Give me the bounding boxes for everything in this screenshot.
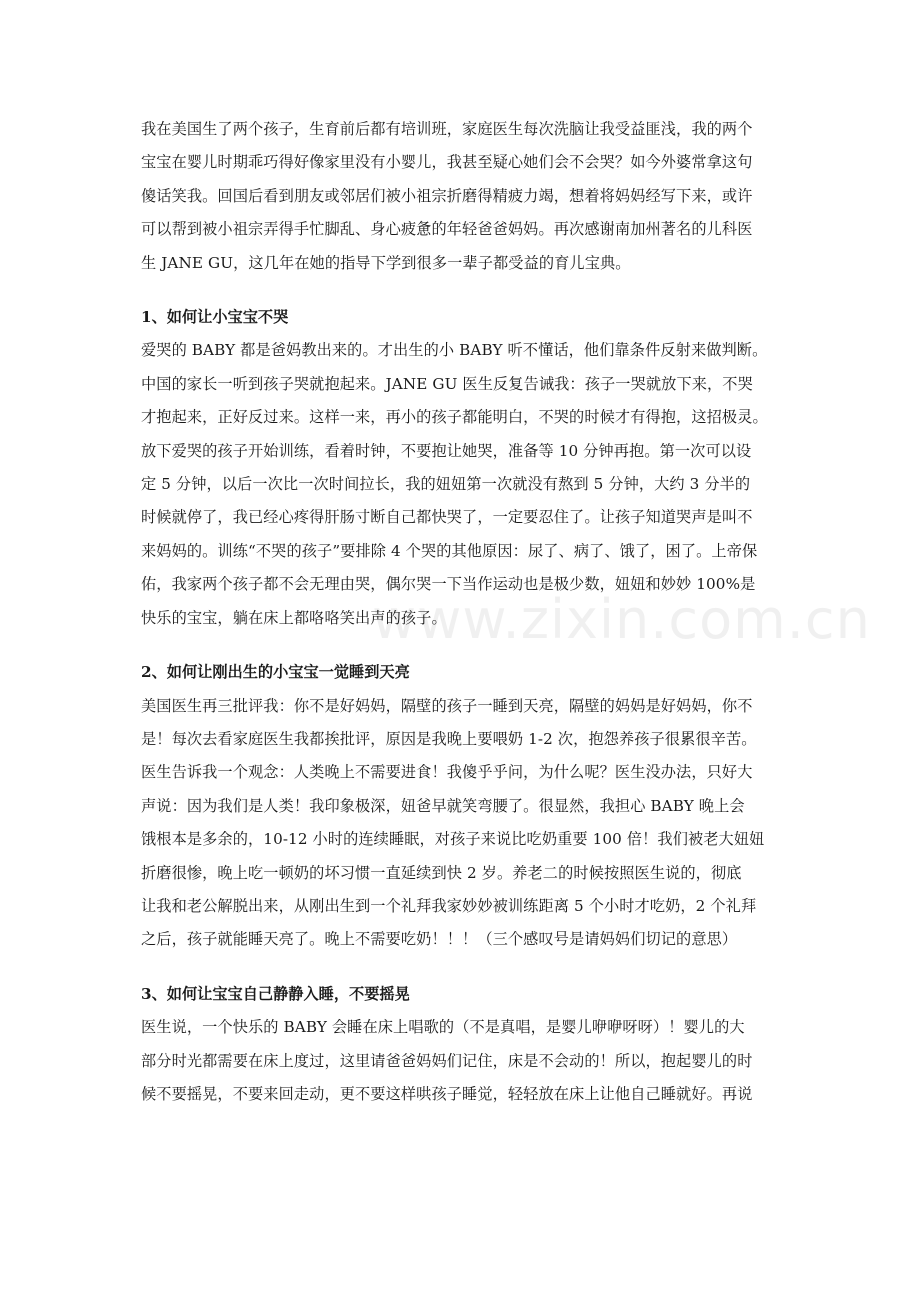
- text-line: 快乐的宝宝，躺在床上都咯咯笑出声的孩子。: [141, 608, 447, 627]
- text-line: 是！每次去看家庭医生我都挨批评，原因是我晚上要喂奶 1-2 次，抱怨养孩子很累很辛苦。: [141, 729, 757, 748]
- text-line: 傻话笑我。回国后看到朋友或邻居们被小祖宗折磨得精疲力竭，想着将妈妈经写下来，或许: [141, 186, 753, 205]
- section-2-paragraph: [141, 690, 781, 957]
- text-line: 美国医生再三批评我：你不是好妈妈，隔壁的孩子一睡到天亮，隔壁的妈妈是好妈妈，你不: [141, 696, 753, 715]
- text-line: 才抱起来，正好反过来。这样一来，再小的孩子都能明白，不哭的时候才有得抱，这招极灵。: [141, 408, 768, 427]
- section-3-paragraph: [141, 1011, 781, 1111]
- watermark: www.zixin.com.cn: [372, 588, 871, 651]
- section-2-heading: 2、如何让刚出生的小宝宝一觉睡到天亮: [141, 663, 410, 682]
- section-1-paragraph: [141, 334, 781, 635]
- text-line: 之后，孩子就能睡天亮了。晚上不需要吃奶！！！（三个感叹号是请妈妈们切记的意思）: [141, 930, 738, 949]
- text-line: 部分时光都需要在床上度过，这里请爸爸妈妈们记住，床是不会动的！所以，抱起婴儿的时: [141, 1051, 753, 1070]
- text-line: 让我和老公解脱出来，从刚出生到一个礼拜我家妙妙被训练距离 5 个小时才吃奶，2 个礼拜: [141, 896, 757, 915]
- text-line: 折磨很惨，晚上吃一顿奶的坏习惯一直延续到快 2 岁。养老二的时候按照医生说的，彻底: [141, 863, 742, 882]
- intro-paragraph: [141, 113, 781, 280]
- text-line: 来妈妈的。训练“不哭的孩子”要排除 4 个哭的其他原因：尿了、病了、饿了，困了。上帝保: [141, 541, 758, 560]
- text-line: 生 JANE GU，这几年在她的指导下学到很多一辈子都受益的育儿宝典。: [141, 253, 631, 272]
- text-line: 佑，我家两个孩子都不会无理由哭，偶尔哭一下当作运动也是极少数，妞妞和妙妙 100%是: [141, 575, 756, 594]
- text-line: 饿根本是多余的，10-12 小时的连续睡眠，对孩子来说比吃奶重要 100 倍！我们被老大妞妞: [141, 830, 765, 849]
- text-line: 放下爱哭的孩子开始训练，看着时钟，不要抱让她哭，准备等 10 分钟再抱。第一次可以设: [141, 441, 752, 460]
- text-line: 医生告诉我一个观念：人类晚上不需要进食！我傻乎乎问，为什么呢？医生没办法，只好大: [141, 763, 753, 782]
- text-line: 声说：因为我们是人类！我印象极深，妞爸早就笑弯腰了。很显然，我担心 BABY 晚上会: [141, 796, 745, 815]
- text-line: 中国的家长一听到孩子哭就抱起来。JANE GU 医生反复告诫我：孩子一哭就放下来，不哭: [141, 374, 753, 393]
- text-line: 宝宝在婴儿时期乖巧得好像家里没有小婴儿，我甚至疑心她们会不会哭？如今外婆常拿这句: [141, 153, 753, 172]
- text-line: 时候就停了，我已经心疼得肝肠寸断自己都快哭了，一定要忍住了。让孩子知道哭声是叫不: [141, 508, 753, 527]
- text-line: 爱哭的 BABY 都是爸妈教出来的。才出生的小 BABY 听不懂话，他们靠条件反射来做判断。: [141, 341, 768, 360]
- text-line: 我在美国生了两个孩子，生育前后都有培训班，家庭医生每次洗脑让我受益匪浅，我的两个: [141, 120, 753, 138]
- document-body: [141, 113, 781, 1111]
- section-1-heading: 1、如何让小宝宝不哭: [141, 308, 289, 327]
- text-line: 候不要摇晃，不要来回走动，更不要这样哄孩子睡觉，轻轻放在床上让他自己睡就好。再说: [141, 1084, 753, 1103]
- section-3-heading: 3、如何让宝宝自己静静入睡，不要摇晃: [141, 984, 410, 1003]
- text-line: 定 5 分钟，以后一次比一次时间拉长，我的妞妞第一次就没有熬到 5 分钟，大约 3 分半的: [141, 475, 751, 494]
- text-line: 可以帮到被小祖宗弄得手忙脚乱、身心疲惫的年轻爸爸妈妈。再次感谢南加州著名的儿科医: [141, 220, 753, 239]
- text-line: 医生说，一个快乐的 BABY 会睡在床上唱歌的（不是真唱，是婴儿咿咿呀呀）！婴儿的大: [141, 1018, 745, 1037]
